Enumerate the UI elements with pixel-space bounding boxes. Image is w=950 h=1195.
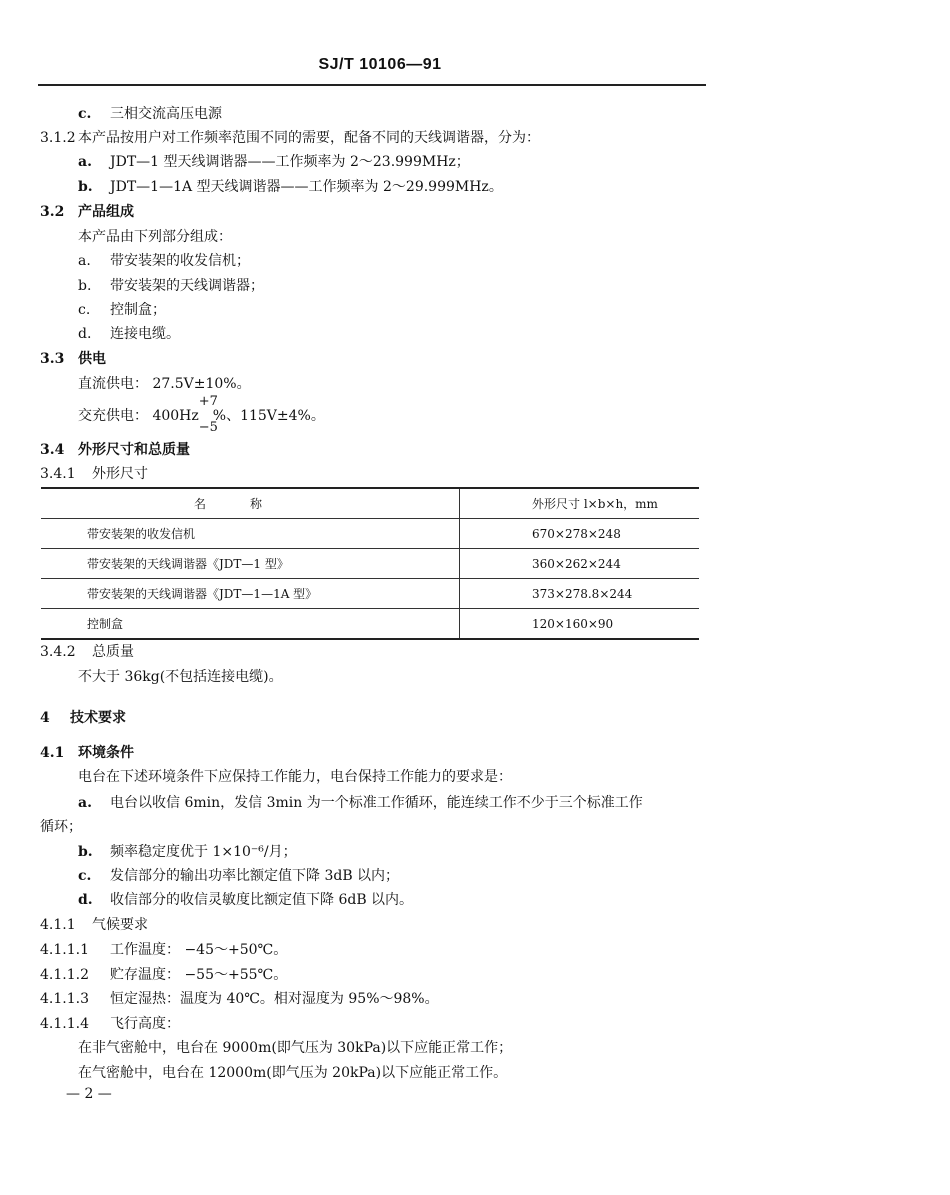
table-row (41, 549, 699, 579)
clause-line: 4.1.1.2 贮存温度： −55～+55℃。 (40, 967, 288, 983)
table-cell: 带安装架的收发信机 (41, 519, 460, 549)
page-number: — 2 — (66, 1086, 112, 1102)
standard-code-header: SJ/T 10106—91 (318, 56, 442, 73)
list-item: a. JDT—1 型天线调谐器——工作频率为 2～23.999MHz； (78, 154, 470, 170)
list-item: b. JDT—1—1A 型天线调谐器——工作频率为 2～29.999MHz。 (78, 179, 503, 195)
paragraph: 电台在下述环境条件下应保持工作能力，电台保持工作能力的要求是： (78, 769, 512, 785)
list-item: b. 频率稳定度优于 1×10⁻⁶/月； (78, 844, 297, 860)
list-item-continuation: 循环； (40, 819, 82, 835)
list-item: a. 电台以收信 6min，发信 3min 为一个标准工作循环，能连续工作不少于三个标准工作 (78, 795, 643, 811)
sub-heading: 3.4.2 总质量 (40, 644, 134, 660)
paragraph: 本产品由下列部分组成： (78, 229, 232, 245)
list-item: d. 连接电缆。 (78, 326, 180, 342)
table-cell: 带安装架的天线调谐器《JDT—1—1A 型》 (41, 579, 460, 609)
section-heading: 3.2 产品组成 (40, 204, 134, 220)
table-row (41, 579, 699, 609)
clause-line: 4.1.1.1 工作温度： −45～+50℃。 (40, 942, 288, 958)
list-item: d. 收信部分的收信灵敏度比额定值下降 6dB 以内。 (78, 892, 414, 908)
paragraph: 不大于 36kg(不包括连接电缆)。 (78, 669, 283, 685)
section-heading: 3.4 外形尺寸和总质量 (40, 442, 190, 458)
tolerance-fraction: +7 −5 (198, 394, 218, 435)
table-cell: 670×278×248 (460, 519, 700, 549)
list-item: c. 控制盒； (78, 302, 166, 318)
table-cell: 360×262×244 (460, 549, 700, 579)
section-heading: 3.3 供电 (40, 351, 106, 367)
table-header-row (41, 488, 699, 519)
table-cell: 120×160×90 (460, 609, 700, 640)
list-item: c. 发信部分的输出功率比额定值下降 3dB 以内； (78, 868, 400, 884)
table-cell: 控制盒 (41, 609, 460, 640)
header-rule (38, 84, 706, 86)
clause-3-1-2: 3.1.2 本产品按用户对工作频率范围不同的需要，配备不同的天线调谐器，分为： (40, 130, 540, 146)
table-row (41, 609, 699, 640)
clause-line: 4.1.1.4 飞行高度： (40, 1016, 180, 1032)
clause-line: 4.1.1.3 恒定湿热：温度为 40℃。相对湿度为 95%～98%。 (40, 991, 439, 1007)
paragraph: 在气密舱中，电台在 12000m(即气压为 20kPa)以下应能正常工作。 (78, 1065, 508, 1081)
dc-power-line: 直流供电： 27.5V±10%。 (78, 376, 251, 392)
dimensions-table (41, 487, 699, 640)
sub-heading: 3.4.1 外形尺寸 (40, 466, 148, 482)
table-cell: 带安装架的天线调谐器《JDT—1 型》 (41, 549, 460, 579)
table-row (41, 519, 699, 549)
column-header-name: 名称 (41, 488, 460, 519)
table-cell: 373×278.8×244 (460, 579, 700, 609)
column-header-dimensions: 外形尺寸 l×b×h，mm (460, 488, 700, 519)
ac-power-line: 交充供电： 400Hz +7 −5 %、115V±4%。 (78, 394, 325, 435)
section-heading: 4.1 环境条件 (40, 745, 134, 761)
paragraph: 在非气密舱中，电台在 9000m(即气压为 30kPa)以下应能正常工作； (78, 1040, 513, 1056)
sub-heading: 4.1.1 气候要求 (40, 917, 148, 933)
list-item: c. 三相交流高压电源 (78, 106, 222, 122)
list-item: a. 带安装架的收发信机； (78, 253, 250, 269)
chapter-heading: 4 技术要求 (40, 710, 126, 726)
list-item: b. 带安装架的天线调谐器； (78, 278, 264, 294)
